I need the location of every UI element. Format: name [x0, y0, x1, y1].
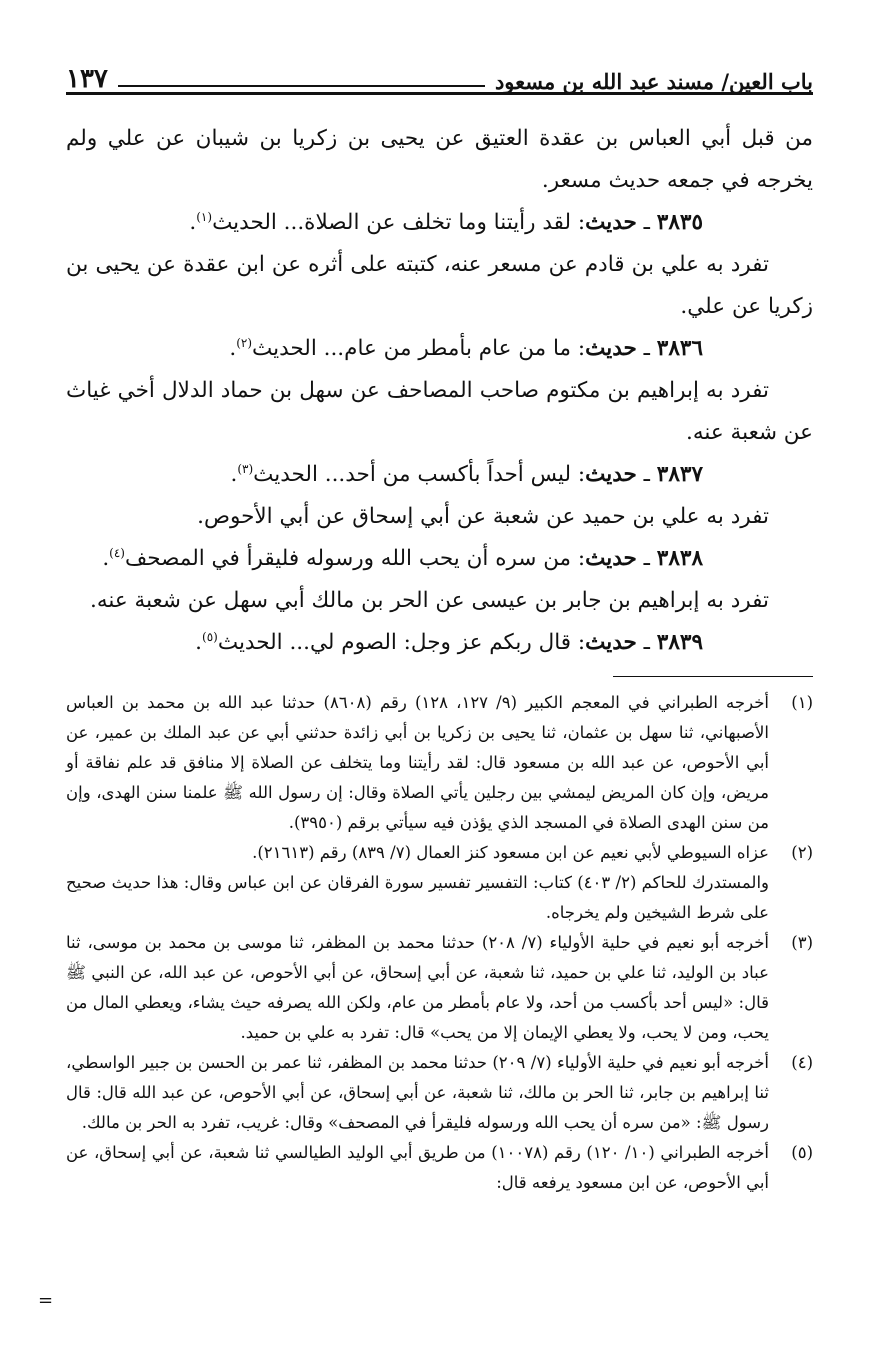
footnote-number: (٢): [791, 843, 813, 862]
footnote-text: عزاه السيوطي لأبي نعيم عن ابن مسعود كنز العمال (٧/ ٨٣٩) رقم (٢١٦١٣).: [252, 843, 769, 862]
hadith-text: قال ربكم عز وجل: الصوم لي... الحديث: [217, 630, 572, 655]
footnote-ref[interactable]: (٤): [109, 545, 125, 560]
hadith-text: ليس أحداً بأكسب من أحد... الحديث: [253, 462, 572, 487]
footnotes: [66, 688, 813, 1198]
hadith-keyword: حديث: [585, 630, 637, 655]
hadith-number: ٣٨٣٦: [656, 336, 703, 361]
footnote-ref[interactable]: (١): [196, 209, 213, 224]
hadith-number: ٣٨٣٩: [656, 630, 703, 655]
footnote-2: [66, 838, 813, 868]
hadith-keyword: حديث: [585, 546, 637, 571]
footnote-text: أخرجه أبو نعيم في حلية الأولياء (٧/ ٢٠٩) حدثنا محمد بن المظفر، ثنا عمر بن الحسن بن جبير الواسطي، ثنا إبراهيم بن جابر، ثنا الحر بن مالك، ثنا شعبة، عن أبي إسحاق، عن أبي الأحوص، عن عبد الله قال: قال رسول ﷺ: «من سره أن يحب الله ورسوله فليقرأ في المصحف» وقال: غريب، تفرد به الحر بن مالك.: [66, 1053, 769, 1132]
hadith-keyword: حديث: [585, 462, 637, 487]
footnote-number: (١): [791, 693, 813, 712]
page-number: ١٣٧: [66, 64, 108, 94]
header-rule: [66, 92, 813, 95]
hadith-number: ٣٨٣٥: [656, 210, 703, 235]
hadith-entry-3835: ٣٨٣٥ ـ حديث: لقد رأيتنا وما تخلف عن الصلاة... الحديث$^{(١)}$.: [189, 209, 703, 235]
hadith-number: ٣٨٣٧: [656, 462, 703, 487]
hadith-text: ما من عام بأمطر من عام... الحديث: [252, 336, 572, 361]
hadith-keyword: حديث: [585, 210, 637, 235]
hadith-entry-3837: ٣٨٣٧ ـ حديث: ليس أحداً بأكسب من أحد... الحديث$^{(٣)}$.: [230, 461, 703, 487]
hadith-entry-3836: ٣٨٣٦ ـ حديث: ما من عام بأمطر من عام... الحديث$^{(٢)}$.: [229, 335, 703, 361]
chapter-title: باب العين/ مسند عبد الله بن مسعود: [494, 69, 813, 94]
hadith-entry-3838: ٣٨٣٨ ـ حديث: من سره أن يحب الله ورسوله فليقرأ في المصحف$^{(٤)}$.: [102, 545, 703, 571]
footnote-text: أخرجه أبو نعيم في حلية الأولياء (٧/ ٢٠٨) حدثنا محمد بن المظفر، ثنا موسى بن محمد بن موسى، ثنا عباد بن الوليد، ثنا علي بن حميد، ثنا شعبة، عن أبي إسحاق، عن أبي الأحوص، عن عبد الله، عن النبي ﷺ قال: «ليس أحد بأكسب من أحد، ولا عام بأمطر من عام، ولكن الله يصرفه حيث يشاء، ويعطي المال من يحب، ومن لا يحب، ولا يعطي الإيمان إلا من يحب» قال: تفرد به علي بن حميد.: [66, 933, 769, 1042]
footnote-number: (٥): [791, 1143, 813, 1162]
footnote-ref[interactable]: (٥): [202, 629, 218, 644]
footnote-4: [66, 1048, 813, 1138]
footnote-text: أخرجه الطبراني (١٠/ ١٢٠) رقم (١٠٠٧٨) من طريق أبي الوليد الطيالسي ثنا شعبة، عن أبي إسحاق، عن أبي الأحوص، عن ابن مسعود يرفعه قال:: [66, 1143, 769, 1192]
footnote-number: (٣): [791, 933, 813, 952]
hadith-text: لقد رأيتنا وما تخلف عن الصلاة... الحديث: [212, 210, 572, 235]
hadith-number: ٣٨٣٨: [656, 546, 703, 571]
footnote-5: [66, 1138, 813, 1198]
footnote-text: أخرجه الطبراني في المعجم الكبير (٩/ ١٢٧، ١٢٨) رقم (٨٦٠٨) حدثنا عبد الله بن محمد بن العباس الأصبهاني، ثنا سهل بن عثمان، ثنا يحيى بن زكريا بن أبي زائدة حدثني أبي عن عبد الملك بن عمير، عن أبي الأحوص، عن عبد الله بن مسعود قال: لقد رأيتنا وما يتخلف عن الصلاة إلا منافق قد علم نفاقة أو مريض، وإن كان المريض ليمشي بين رجلين يأتي الصلاة وقال: إن رسول الله ﷺ علمنا سنن الهدى، وإن من سنن الهدى الصلاة في المسجد الذي يؤذن فيه سيأتي برقم (٣٩٥٠).: [66, 693, 769, 832]
footnote-1: [66, 688, 813, 838]
footnote-3: [66, 928, 813, 1048]
paragraph: من قبل أبي العباس بن عقدة العتيق عن يحيى بن زكريا بن شيبان عن علي ولم يخرجه في جمعه حديث مسعر.: [66, 126, 813, 193]
footnote-separator: [613, 676, 813, 677]
footnote-2-continuation: والمستدرك للحاكم (٢/ ٤٠٣) كتاب: التفسير تفسير سورة الفرقان عن ابن عباس وقال: هذا حديث صحيح على شرط الشيخين ولم يخرجاه.: [66, 873, 769, 922]
paragraph: تفرد به علي بن قادم عن مسعر عنه، كتبته على أثره عن ابن عقدة عن يحيى بن زكريا عن علي.: [66, 252, 813, 319]
footnote-ref[interactable]: (٣): [237, 461, 254, 476]
main-text: [66, 118, 813, 664]
hadith-text: من سره أن يحب الله ورسوله فليقرأ في المصحف: [124, 546, 572, 571]
footnote-ref[interactable]: (٢): [236, 335, 253, 350]
hadith-entry-3839: ٣٨٣٩ ـ حديث: قال ربكم عز وجل: الصوم لي... الحديث$^{(٥)}$.: [195, 629, 703, 655]
paragraph: تفرد به إبراهيم بن جابر بن عيسى عن الحر بن مالك أبي سهل عن شعبة عنه.: [90, 588, 769, 613]
header-leader-line: [118, 85, 485, 87]
paragraph: تفرد به علي بن حميد عن شعبة عن أبي إسحاق عن أبي الأحوص.: [197, 504, 769, 529]
running-header: [66, 50, 813, 92]
continuation-mark: =: [38, 1290, 54, 1311]
footnote-number: (٤): [791, 1053, 813, 1072]
paragraph: تفرد به إبراهيم بن مكتوم صاحب المصاحف عن سهل بن حماد الدلال أخي غياث عن شعبة عنه.: [66, 378, 813, 445]
hadith-keyword: حديث: [585, 336, 637, 361]
